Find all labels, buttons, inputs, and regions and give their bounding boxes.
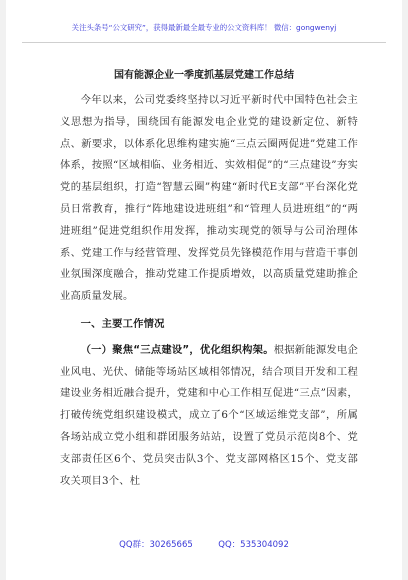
footer-qq-group: QQ群：30265665: [119, 540, 193, 550]
section-paragraph: [60, 340, 358, 493]
section-heading: 一、主要工作情况: [80, 317, 165, 330]
footer-qq: QQ：535304092: [218, 540, 289, 550]
document-title: 国有能源企业一季度抓基层党建工作总结: [114, 70, 294, 81]
paragraph-lead: （一）聚焦“三点建设”，优化组织构架。: [80, 343, 274, 356]
paragraph-body: 根据新能源发电企业风电、光伏、储能等场站区域相邻情况，结合项目开发和工程建设业务相近融合提升，党建和中心工作相互促进“三点”因素，打破传统党组织建设模式，成立了6个“区域运维党支部”，所属各场站成立党小组和群团服务站站，设置了党员示范岗8个、党支部责任区6个、党员突击队3个、党支部网格区15个、党支部攻关项目3个、杜: [60, 343, 358, 487]
intro-paragraph: 今年以来，公司党委终坚持以习近平新时代中国特色社会主义思想为指导，围绕国有能源发电企业党的建设新定位、新特点、新要求，以体系化思维构建实施“三点云圈两促进”党建工作体系，按照“区域相临、业务相近、实效相促”的“三点建设”夯实党的基层组织，打造“智慧云圈”构建“新时代E支部”平台深化党员日常教育，推行“阵地建设进班组”和“管理人员进班组”的“两进班组”促进党组织作用发挥，推动实现党的领导与公司治理体系、党建工作与经营管理、发挥党员先锋模范作用与营造干事创业氛围深度融合，推动党建工作提质增效，以高质量党建助推企业高质量发展。: [60, 94, 358, 303]
footer-contact: [6, 538, 402, 550]
header-divider: [22, 42, 386, 43]
document-body: [60, 90, 358, 492]
document-page: [6, 0, 402, 580]
header-banner: 关注头条号“公文研究”，获得最新最全最专业的公文资料库！ 微信：gongwenyj: [71, 23, 337, 32]
